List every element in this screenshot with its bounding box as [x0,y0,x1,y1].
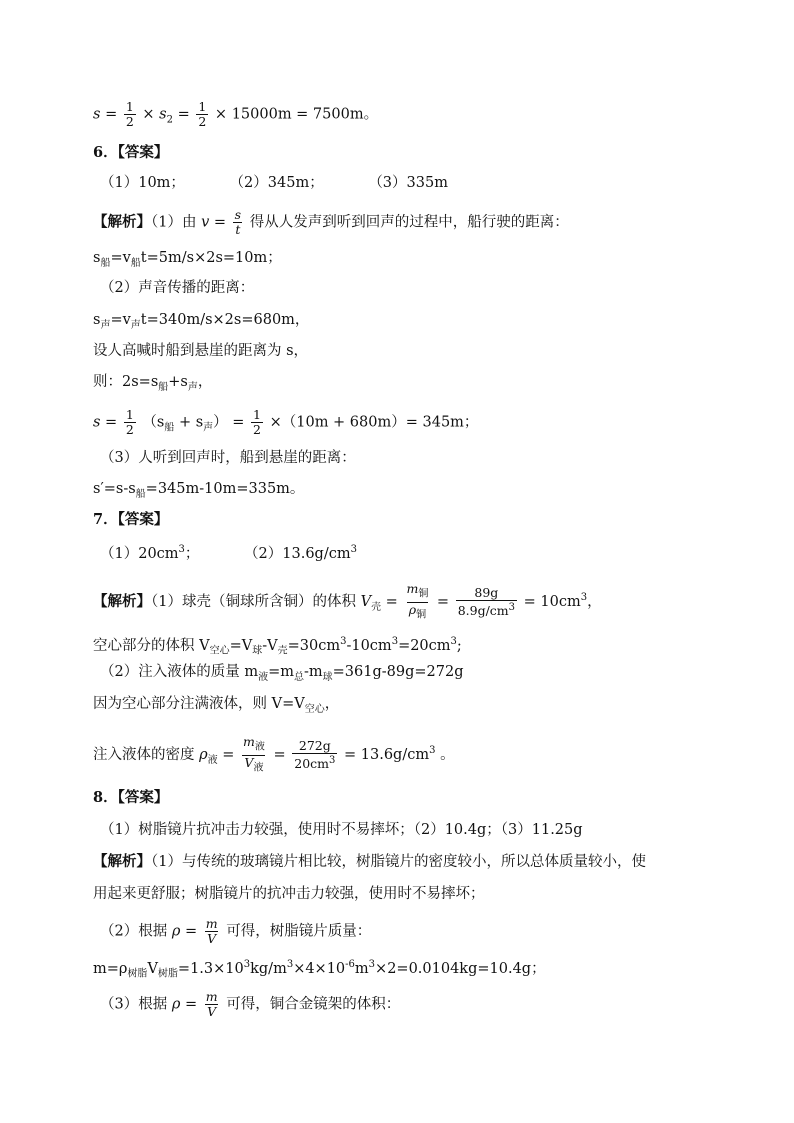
text: ， [587,594,602,610]
text: ） [213,414,228,431]
solution-text: （1）由 [151,214,197,231]
text: （s [142,414,165,431]
numerator: 1 [198,99,207,114]
subscript: 铜 [418,588,429,600]
subscript: 总 [294,671,304,683]
solution-label: 【解析】 [93,593,151,610]
subscript: 液 [207,754,218,766]
result: 15000m = 7500m [231,106,364,123]
text: =1.3×10 [177,960,244,977]
subscript: 壳 [277,645,288,657]
var-s2: s [159,106,167,123]
text: -V [262,637,278,654]
fraction-m-over-V [204,990,220,1019]
q6-solution-line3: （2）声音传播的距离： [100,280,255,296]
text: + s [174,414,204,431]
subscript: 树脂 [157,968,178,980]
text: ; [456,637,462,654]
subscript: 空心 [304,703,325,715]
denominator: 2 [125,114,134,129]
subscript: 船 [158,381,169,393]
denominator: V [207,931,217,946]
subscript: 树脂 [127,968,148,980]
times: × [142,106,155,123]
subscript: 2 [166,114,173,126]
denominator: 2 [198,114,207,129]
denominator: 2 [253,422,261,437]
subscript: 液 [258,671,269,683]
times: × [214,106,228,123]
superscript: 3 [450,636,457,647]
superscript: 3 [350,544,357,555]
solution-text: （1）球壳（铜球所含铜）的体积 [151,594,356,610]
text: ×2=0.0104kg=10.4g； [375,960,546,977]
equals: = [105,106,118,123]
q6-solution-line4 [93,310,309,336]
subscript: 壳 [371,601,382,613]
text: ； [184,545,200,562]
text: ×（10m + 680m）= 345m； [269,414,479,431]
q6-answers [100,173,448,193]
superscript: 3 [286,959,294,970]
solution-label: 【解析】 [93,213,151,231]
var-m: m [243,734,255,749]
text: 因为空心部分注满液体，则 V=V [93,696,305,712]
text: s′=s-s [93,481,136,497]
numerator: 1 [253,407,261,422]
text: =361g-89g=272g [332,664,464,680]
fraction-half [251,408,263,437]
text: -m [304,664,323,680]
q7-solution-line1: 【解析】（1）球壳（铜球所含铜）的体积 $V_壳$ = $\frac{m_铜}{\rho_铜}$ = $\frac{89g}{8.9g/cm^3}$ = $10cm^3$， [93,581,602,620]
text: ， [197,374,213,390]
q5-final-formula [93,100,378,130]
solution-text: 得从人发声到听到回声的过程中，船行驶的距离： [249,214,569,231]
q6-solution-formula: s = $\frac{1}{2}$ $(s_船 + s_声)$ = $\frac{1}{2}$ ×（10m + 680m）= 345m； [93,407,479,437]
var-rho: ρ [171,996,181,1013]
subscript: 声 [203,422,214,434]
text: =v [110,250,131,266]
q8-answers: （1）树脂镜片抗冲击力较强，使用时不易摔坏；（2）10.4g；（3）11.25g [100,822,583,838]
superscript: 3 [340,636,347,647]
var-rho: ρ [199,747,208,763]
fraction-values [456,586,517,618]
q6-solution-line1: 【解析】（1）由 v = $\frac{s}{t}$ 得从人发声到听到回声的过程中，船行驶的距离： [93,207,569,237]
solution-text: （1）与传统的玻璃镜片相比较，树脂镜片的密度较小，所以总体质量较小，使 [151,854,646,870]
subscript: 空心 [209,645,230,657]
text: 则：2s=s [93,374,159,390]
subscript: 铜 [416,609,427,620]
fraction-half [124,408,136,437]
text: ×4×10 [293,960,346,977]
q7-solution-formula: 注入液体的密度 $\rho_液$ = $\frac{m_液}{V_液}$ = $\frac{272g}{20cm^3}$ = $13.6g/cm^3$ 。 [93,734,455,773]
result: = 13.6g/cm [344,747,430,763]
answer-1: （1）20cm [100,545,179,562]
subscript: 液 [253,762,264,773]
q6-solution-line7: （3）人听到回声时，船到悬崖的距离： [100,450,356,466]
answer-1: （1）10m； [100,175,185,191]
var-rho: ρ [408,601,417,617]
answer-2: （2）13.6g/cm [244,545,351,562]
text: （3）根据 [100,996,168,1013]
var-s: s [93,414,101,431]
fraction-half [196,100,208,129]
q8-solution-line3: （2）根据 ρ = $\frac{m}{V}$ 可得，树脂镜片质量： [100,916,372,946]
denominator: 8.9g/cm [457,603,509,619]
q6-solution-line8 [93,479,304,505]
text: ， [324,696,340,712]
superscript: 3 [391,636,399,647]
var-m: m [406,581,419,596]
text: （2）注入液体的质量 m [100,664,259,680]
fraction-half [124,100,136,129]
var-V: V [360,594,372,610]
fraction-m-over-V [241,735,267,775]
subscript: 船 [130,257,141,269]
numerator: m [205,989,218,1004]
superscript: 3 [508,601,516,613]
text: 可得，铜合金镜架的体积： [226,996,401,1013]
subscript: 球 [322,671,333,683]
text: s [93,312,101,328]
text: =m [268,664,294,680]
text: kg/m [250,960,287,977]
fraction-values [292,739,337,771]
text: V [147,960,158,977]
denominator: t [235,222,241,237]
q8-solution-line4 [93,955,546,985]
result: = 10cm [523,594,581,610]
numerator: 1 [125,99,134,114]
text: 注入液体的密度 [93,747,195,763]
fraction-m-over-rho [404,582,430,622]
text: -10cm [346,637,392,654]
text: 可得，树脂镜片质量： [226,923,372,940]
text: 空心部分的体积 V [93,637,210,654]
period: 。 [440,747,455,763]
q6-solution-line5: 设人高喊时船到悬崖的距离为 s， [93,343,309,359]
numerator: m [205,916,218,931]
q7-solution-line4 [93,694,339,720]
superscript: 3 [368,959,376,970]
text: =v [110,312,131,328]
equals: = [177,106,190,123]
numerator: 1 [125,407,134,422]
denominator: 20cm [294,756,330,772]
text: =30cm [287,637,341,654]
superscript: 3 [178,544,185,555]
subscript: 声 [130,319,141,331]
solution-label: 【解析】 [93,853,151,870]
q8-solution-line1 [93,852,646,872]
q6-heading: 6．【答案】 [93,144,169,161]
q7-solution-line2 [93,632,462,662]
q7-heading: 7．【答案】 [93,511,169,528]
superscript: 3 [429,745,436,757]
var-rho: ρ [171,923,181,940]
var-s: s [93,106,101,123]
text: =V [229,637,253,654]
text: m=ρ [93,960,128,977]
subscript: 声 [187,381,198,393]
q8-heading: 8．【答案】 [93,789,169,806]
text: m [354,960,369,977]
text: =345m-10m=335m。 [145,481,305,497]
var-V: V [244,754,254,770]
numerator: 89g [474,584,499,600]
text: t=5m/s×2s=10m； [140,250,282,266]
subscript: 液 [254,741,265,753]
q8-solution-line2: 用起来更舒服；树脂镜片的抗冲击力较强，使用时不易摔坏； [93,886,485,902]
text: s [93,250,101,266]
fraction-s-over-t [233,208,243,237]
denominator: 2 [125,422,134,437]
superscript: 3 [580,592,588,604]
superscript: 3 [243,959,251,970]
subscript: 球 [252,645,263,657]
fraction-m-over-V [204,917,220,946]
numerator: 272g [298,737,331,753]
subscript: 声 [100,319,111,331]
text: =20cm [398,637,451,654]
superscript: 3 [329,754,336,766]
var-v: v [201,214,210,231]
q6-solution-line6 [93,372,212,398]
period: 。 [363,106,379,123]
superscript: -6 [345,959,355,970]
numerator: s [234,207,242,222]
subscript: 船 [164,422,175,434]
q8-solution-line5: （3）根据 ρ = $\frac{m}{V}$ 可得，铜合金镜架的体积： [100,989,401,1019]
subscript: 船 [135,488,146,500]
answer-2: （2）345m； [229,175,324,191]
text: （2）根据 [100,923,168,940]
text: +s [168,374,188,390]
subscript: 船 [100,257,111,269]
q7-answers [100,540,357,564]
answer-3: （3）335m [368,175,448,191]
denominator: V [207,1004,217,1019]
q6-solution-line2 [93,248,282,274]
q7-solution-line3 [100,662,464,688]
text: t=340m/s×2s=680m， [140,312,310,328]
